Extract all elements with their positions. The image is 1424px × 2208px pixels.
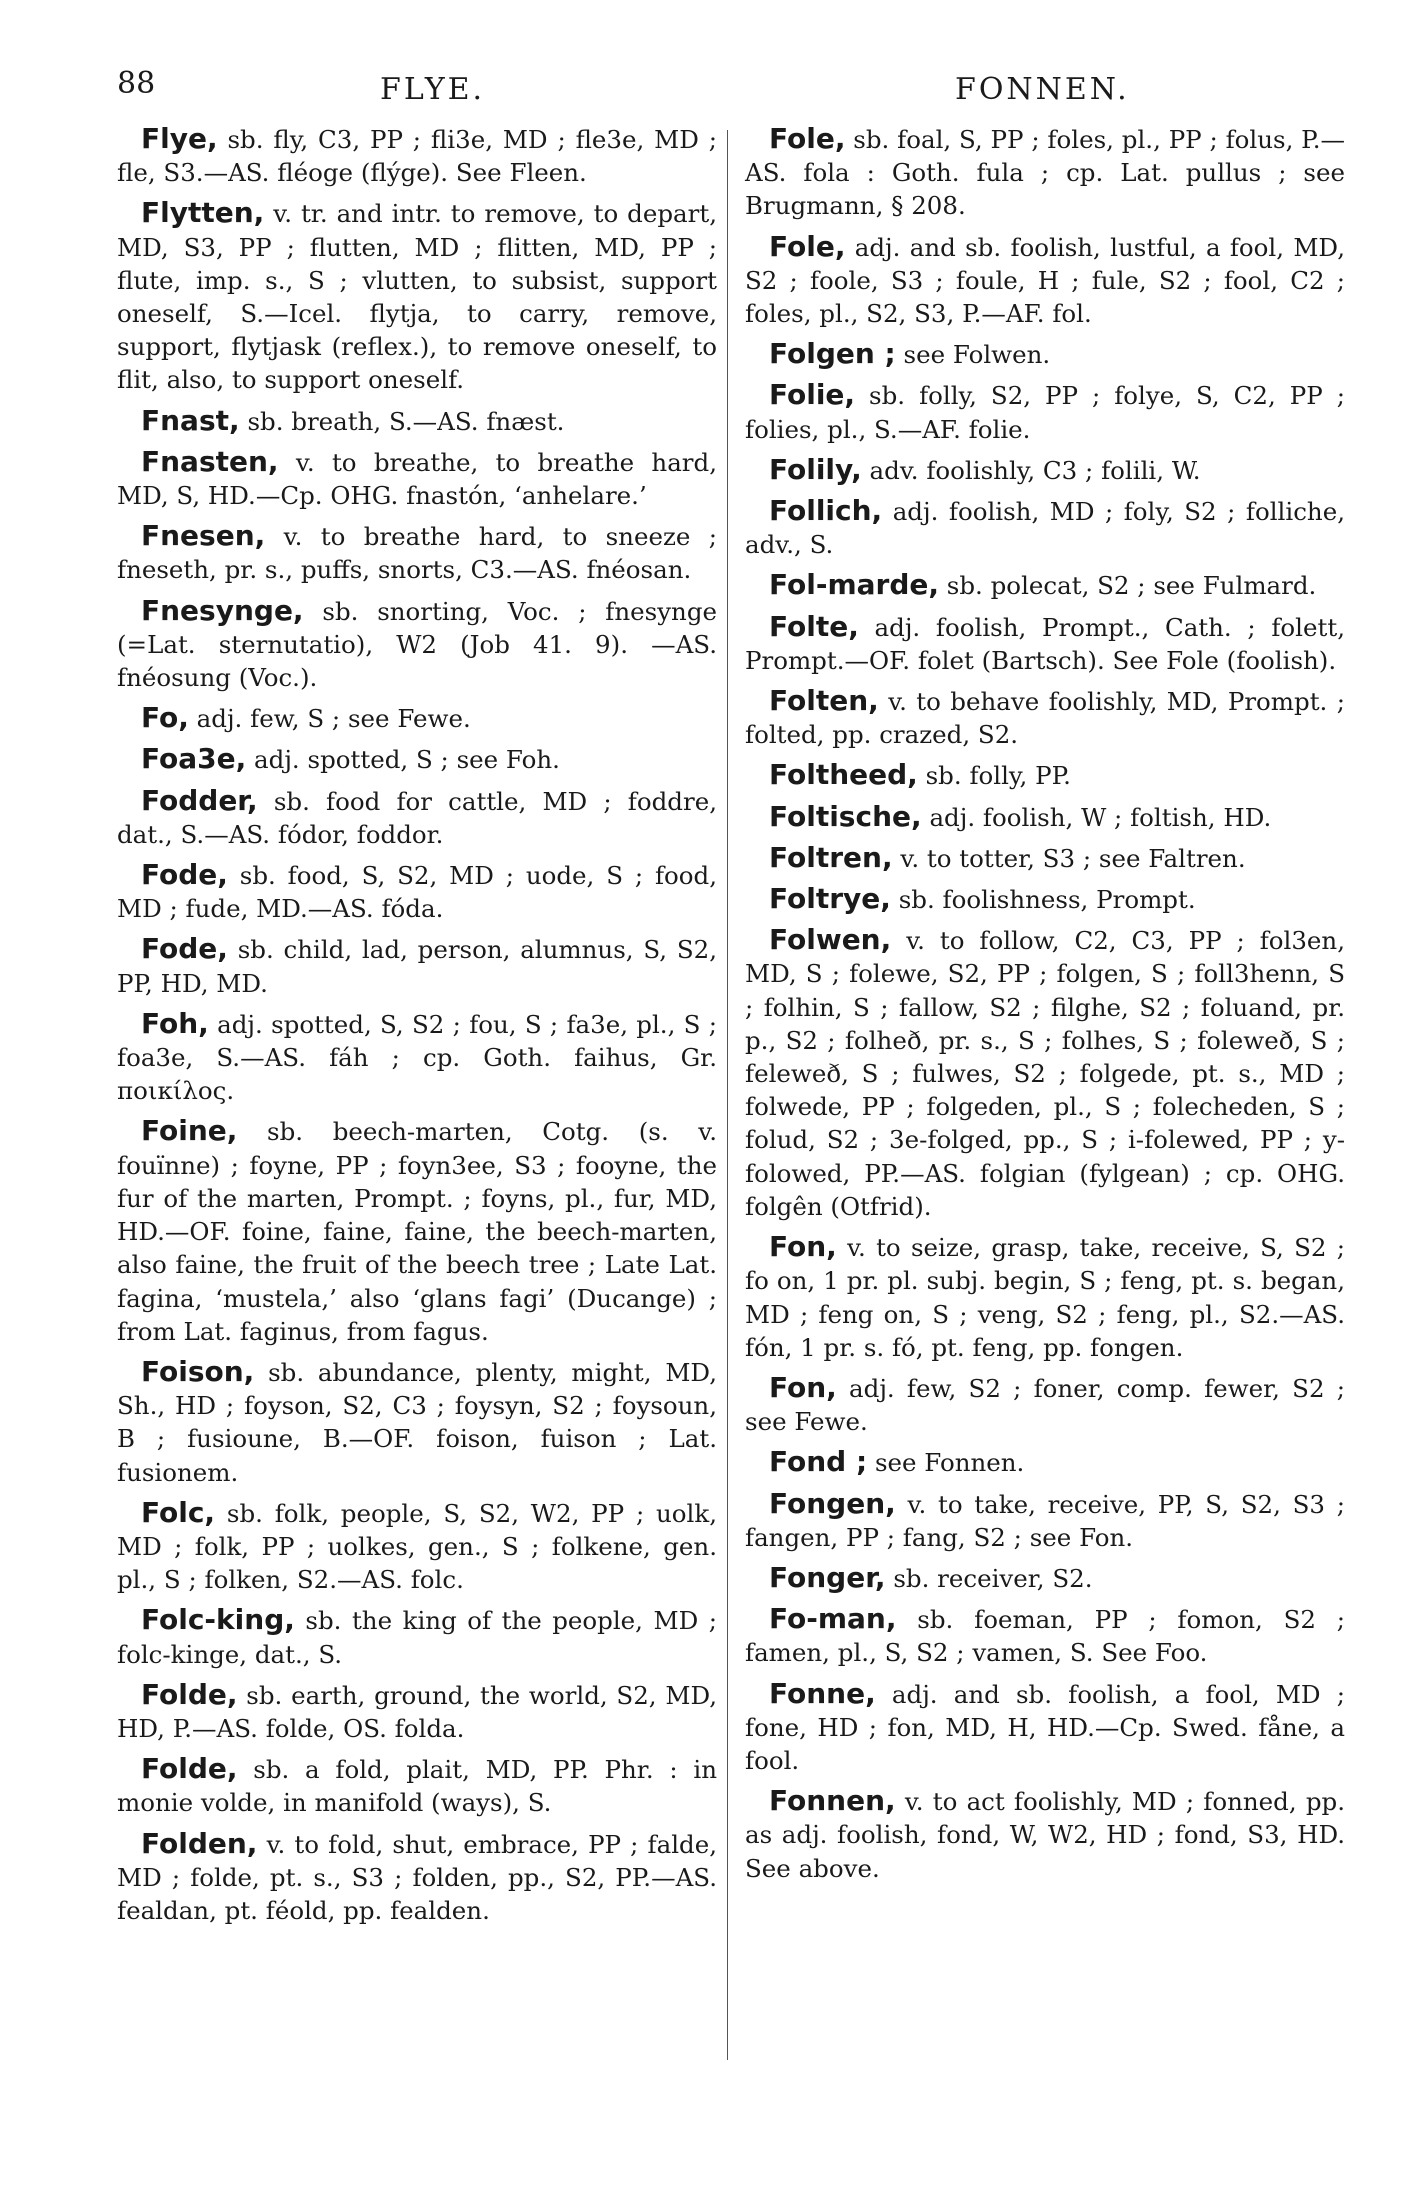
entry-body: sb. abundance, plenty, might, MD, Sh., HD ; foyson, S2, C3 ; foysyn, S2 ; foysoun, B ; fusioune, B.—OF. foison, fuison ; Lat. fusionem.	[117, 1357, 717, 1487]
entry-body: sb. receiver, S2.	[893, 1563, 1093, 1593]
entry-body: adv. foolishly, C3 ; folili, W.	[869, 455, 1201, 485]
entry-body: adj. foolish, MD ; foly, S2 ; folliche, adv., S.	[745, 497, 1345, 560]
entry-body: sb. foal, S, PP ; foles, pl., PP ; folus, P.—AS. fola : Goth. fula ; cp. Lat. pullus ; see Brugmann, § 208.	[745, 125, 1345, 221]
column-divider	[727, 130, 728, 2060]
entry-headword: Flytten,	[141, 196, 265, 230]
entry-headword: Folily,	[769, 452, 862, 486]
entry-body: v. to take, receive, PP, S, S2, S3 ; fangen, PP ; fang, S2 ; see Fon.	[745, 1489, 1345, 1552]
dictionary-entry	[745, 453, 1345, 487]
dictionary-entry	[745, 800, 1345, 834]
running-head-right: FONNEN.	[955, 72, 1130, 107]
entry-body: sb. foeman, PP ; fomon, S2 ; famen, pl., S, S2 ; vamen, S. See Foo.	[745, 1605, 1345, 1668]
entry-body: sb. foolishness, Prompt.	[898, 885, 1196, 915]
entry-body: see Folwen.	[903, 340, 1051, 370]
entry-body: v. to act foolishly, MD ; fonned, pp. as adj. foolish, fond, W, W2, HD ; fond, S3, HD. See above.	[745, 1787, 1345, 1883]
dictionary-entry	[117, 122, 717, 189]
entry-headword: Fnasten,	[141, 444, 279, 478]
entry-body: adj. and sb. foolish, lustful, a fool, MD, S2 ; foole, S3 ; foule, H ; fule, S2 ; fool, C2 ; foles, pl., S2, S3, P.—AF. fol.	[745, 232, 1345, 329]
entry-headword: Fonger,	[769, 1560, 886, 1594]
entry-headword: Fode,	[141, 858, 228, 892]
page-number: 88	[117, 66, 156, 101]
entry-body: adj. few, S ; see Fewe.	[196, 704, 471, 734]
entry-headword: Folwen,	[769, 923, 892, 957]
dictionary-entry	[745, 1487, 1345, 1554]
dictionary-entry	[745, 841, 1345, 875]
entry-headword: Folde,	[141, 1677, 238, 1711]
entry-headword: Folten,	[769, 684, 879, 718]
entry-headword: Foa3e,	[141, 742, 247, 776]
entry-headword: Fnesen,	[141, 519, 266, 553]
entry-body: v. to behave foolishly, MD, Prompt. ; folted, pp. crazed, S2.	[745, 687, 1345, 750]
dictionary-entry	[745, 230, 1345, 331]
dictionary-entry	[745, 1371, 1345, 1438]
entry-headword: Folte,	[769, 609, 859, 643]
entry-headword: Fo-man,	[769, 1602, 897, 1636]
dictionary-entry	[745, 494, 1345, 561]
dictionary-entry	[117, 1678, 717, 1745]
entry-headword: Folgen ;	[769, 337, 896, 371]
entry-headword: Foltren,	[769, 840, 893, 874]
entry-headword: Folde,	[141, 1752, 238, 1786]
dictionary-entry	[117, 404, 717, 438]
entry-headword: Fonne,	[769, 1676, 876, 1710]
dictionary-entry	[745, 337, 1345, 371]
dictionary-entry	[745, 684, 1345, 751]
entry-headword: Follich,	[769, 494, 883, 528]
dictionary-entry	[117, 701, 717, 735]
dictionary-entry	[745, 882, 1345, 916]
entry-headword: Fon,	[769, 1370, 837, 1404]
dictionary-entry	[117, 1355, 717, 1489]
entry-headword: Foltheed,	[769, 758, 918, 792]
entry-body: sb. folly, S2, PP ; folye, S, C2, PP ; folies, pl., S.—AF. folie.	[745, 381, 1345, 444]
entry-headword: Fnast,	[141, 403, 240, 437]
right-column	[745, 122, 1345, 1892]
dictionary-entry	[745, 1561, 1345, 1595]
entry-body: sb. beech-marten, Cotg. (s. v. fouïnne) ; foyne, PP ; foyn3ee, S3 ; fooyne, the fur of the marten, Prompt. ; foyns, pl., fur, MD, HD.—OF. foine, faine, faine, the beech-marten, also faine, the fruit of the beech tree ; Late Lat. fagina, ‘mustela,’ also ‘glans fagi’ (Ducange) ; from Lat. faginus, from fagus.	[117, 1117, 717, 1346]
entry-body: adj. spotted, S, S2 ; fou, S ; fa3e, pl., S ; foa3e, S.—AS. fáh ; cp. Goth. faihus, Gr. ποικίλος.	[117, 1009, 717, 1106]
entry-headword: Foison,	[141, 1354, 255, 1388]
dictionary-entry	[745, 378, 1345, 445]
entry-body: sb. food for cattle, MD ; foddre, dat., S.—AS. fódor, foddor.	[117, 786, 717, 849]
dictionary-entry	[745, 923, 1345, 1223]
dictionary-entry	[117, 932, 717, 999]
dictionary-entry	[117, 1496, 717, 1597]
entry-headword: Foh,	[141, 1006, 209, 1040]
dictionary-entry	[117, 1827, 717, 1928]
entry-headword: Fon,	[769, 1230, 837, 1264]
dictionary-entry	[117, 445, 717, 512]
entry-body: sb. snorting, Voc. ; fnesynge (=Lat. sternutatio), W2 (Job 41. 9). —AS. fnéosung (Voc.).	[117, 596, 717, 693]
entry-headword: Fond ;	[769, 1445, 868, 1479]
entry-headword: Fonnen,	[769, 1784, 896, 1818]
entry-body: adj. and sb. foolish, a fool, MD ; fone, HD ; fon, MD, H, HD.—Cp. Swed. fåne, a fool.	[745, 1679, 1345, 1775]
dictionary-entry	[117, 784, 717, 851]
dictionary-entry	[745, 610, 1345, 677]
entry-body: sb. a fold, plait, MD, PP. Phr. : in monie volde, in manifold (ways), S.	[117, 1755, 717, 1818]
entry-headword: Flye,	[141, 122, 218, 155]
dictionary-entry	[117, 858, 717, 925]
entry-headword: Folc,	[141, 1495, 216, 1529]
dictionary-entry	[117, 1752, 717, 1819]
dictionary-entry	[745, 758, 1345, 792]
entry-headword: Fol-marde,	[769, 568, 939, 602]
entry-body: sb. child, lad, person, alumnus, S, S2, PP, HD, MD.	[117, 935, 717, 998]
entry-body: v. to fold, shut, embrace, PP ; falde, MD ; folde, pt. s., S3 ; folden, pp., S2, PP.—AS. fealdan, pt. féold, pp. fealden.	[117, 1829, 717, 1925]
dictionary-entry	[745, 1230, 1345, 1364]
entry-headword: Folden,	[141, 1826, 258, 1860]
entry-headword: Fo,	[141, 701, 189, 735]
entry-body: v. to seize, grasp, take, receive, S, S2 ; fo on, 1 pr. pl. subj. begin, S ; feng, pt. s. began, MD ; feng on, S ; veng, S2 ; feng, pl., S2.—AS. fón, 1 pr. s. fó, pt. feng, pp. fongen.	[745, 1233, 1346, 1362]
dictionary-entry	[745, 122, 1345, 223]
entry-headword: Fnesynge,	[141, 593, 304, 627]
entry-headword: Foltische,	[769, 799, 922, 833]
entry-body: v. to totter, S3 ; see Faltren.	[900, 843, 1246, 873]
entry-body: v. to breathe, to breathe hard, MD, S, HD.—Cp. OHG. fnastón, ‘anhelare.’	[117, 447, 717, 511]
entry-headword: Fole,	[769, 122, 846, 155]
entry-body: sb. breath, S.—AS. fnæst.	[247, 406, 565, 436]
entry-headword: Folie,	[769, 378, 856, 412]
entry-body: v. to breathe hard, to sneeze ; fneseth, pr. s., puffs, snorts, C3.—AS. fnéosan.	[117, 522, 717, 585]
dictionary-entry	[117, 1007, 717, 1108]
entry-headword: Fodder,	[141, 783, 258, 817]
entry-headword: Fole,	[769, 229, 846, 263]
entry-body: adj. foolish, Prompt., Cath. ; folett, Prompt.—OF. folet (Bartsch). See Fole (foolish).	[745, 612, 1345, 675]
entry-body: sb. folk, people, S, S2, W2, PP ; uolk, MD ; folk, PP ; uolkes, gen., S ; folkene, gen. pl., S ; folken, S2.—AS. folc.	[117, 1498, 717, 1595]
entry-body: adj. foolish, W ; foltish, HD.	[929, 802, 1272, 832]
dictionary-entry	[745, 1784, 1345, 1885]
entry-body: sb. fly, C3, PP ; fli3e, MD ; fle3e, MD ; fle, S3.—AS. fléoge (flýge). See Fleen.	[117, 125, 717, 188]
entry-body: sb. folly, PP.	[925, 761, 1071, 791]
entry-body: v. tr. and intr. to remove, to depart, MD, S3, PP ; flutten, MD ; flitten, MD, PP ; flute, imp. s., S ; vlutten, to subsist, support oneself, S.—Icel. flytja, to carry, remove, support, flytjask (reflex.), to remove oneself, to flit, also, to support oneself.	[117, 199, 718, 395]
dictionary-entry	[117, 594, 717, 695]
entry-body: sb. polecat, S2 ; see Fulmard.	[946, 571, 1317, 601]
entry-body: v. to follow, C2, C3, PP ; fol3en, MD, S ; folewe, S2, PP ; folgen, S ; foll3henn, S ; folhin, S ; fallow, S2 ; filghe, S2 ; foluand, pr. p., S2 ; folheð, pr. s., S ; folhes, S ; foleweð, S ; feleweð, S ; fulwes, S2 ; folgede, pt. s., MD ; folwede, PP ; folgeden, pl., S ; folecheden, S ; folud, S2 ; 3e-folged, pp., S ; i-folewed, PP ; y-folowed, PP.—AS. folgian (fylgean) ; cp. OHG. folgên (Otfrid).	[745, 926, 1345, 1221]
dictionary-entry	[745, 568, 1345, 602]
entry-headword: Fongen,	[769, 1486, 896, 1520]
dictionary-entry	[745, 1602, 1345, 1669]
dictionary-entry	[117, 519, 717, 586]
dictionary-entry	[117, 742, 717, 776]
entry-headword: Folc-king,	[141, 1603, 295, 1637]
left-column	[117, 122, 717, 1934]
entry-body: sb. the king of the people, MD ; folc-kinge, dat., S.	[117, 1606, 717, 1669]
dictionary-entry	[117, 1114, 717, 1347]
entry-body: see Fonnen.	[874, 1448, 1025, 1478]
dictionary-entry	[117, 1603, 717, 1670]
entry-headword: Fode,	[141, 932, 228, 966]
running-head-left: FLYE.	[380, 72, 486, 107]
entry-headword: Foltrye,	[769, 882, 891, 916]
entry-body: sb. food, S, S2, MD ; uode, S ; food, MD ; fude, MD.—AS. fóda.	[117, 861, 717, 924]
entry-body: adj. spotted, S ; see Foh.	[254, 745, 560, 775]
dictionary-entry	[745, 1677, 1345, 1778]
entry-headword: Foine,	[141, 1114, 238, 1148]
dictionary-entry	[745, 1445, 1345, 1479]
entry-body: sb. earth, ground, the world, S2, MD, HD, P.—AS. folde, OS. folda.	[117, 1680, 718, 1743]
entry-body: adj. few, S2 ; foner, comp. fewer, S2 ; see Fewe.	[745, 1373, 1345, 1437]
dictionary-entry	[117, 196, 717, 396]
